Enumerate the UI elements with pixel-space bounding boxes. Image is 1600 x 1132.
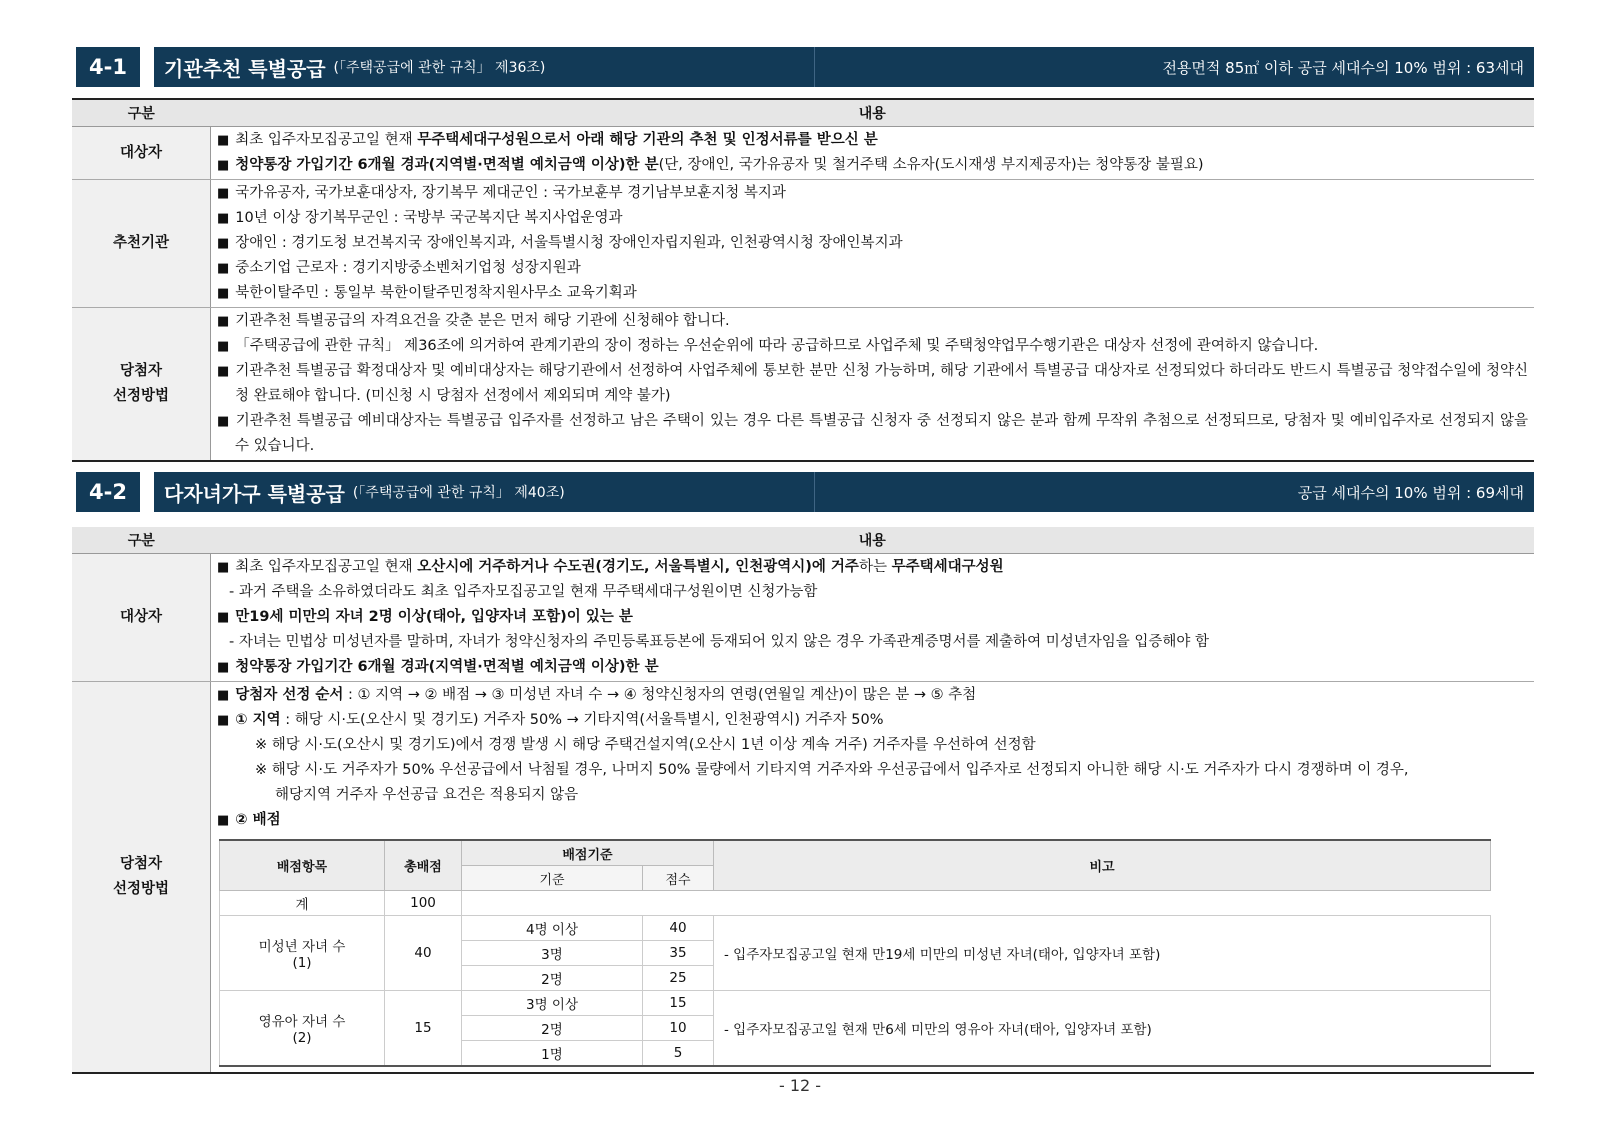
row-label-eligible: 대상자 xyxy=(72,554,211,682)
table-row: 3명 35 xyxy=(220,941,1491,966)
row-label-selection: 당첨자 선정방법 xyxy=(72,308,211,462)
list-item: ※ 해당 시·도(오산시 및 경기도)에서 경쟁 발생 시 해당 주택건설지역(오산시 1년 이상 계속 거주) 거주자를 우선하여 선정함 xyxy=(255,737,1036,753)
score-group-total: 40 xyxy=(385,916,462,991)
header-content: 내용 xyxy=(211,99,1535,127)
list-item: ■ 청약통장 가입기간 6개월 경과(지역별·면적별 예치금액 이상)한 분 xyxy=(217,655,1528,680)
score-group-label: 영유아 자녀 수 (2) xyxy=(220,991,385,1067)
score-header-criteria: 배점기준 xyxy=(462,840,714,866)
table-row xyxy=(72,308,1534,462)
page-number: - 12 - xyxy=(778,1076,822,1095)
list-item: ■ 국가유공자, 국가보훈대상자, 장기복무 제대군인 : 국가보훈부 경기남부보훈지청 복지과 xyxy=(217,181,1528,206)
table-row: 2명 25 xyxy=(220,966,1491,991)
table-row: 1명 5 xyxy=(220,1041,1491,1067)
section-number: 4-1 xyxy=(76,47,140,87)
section-title: 다자녀가구 특별공급 xyxy=(164,481,345,506)
score-header-note: 비고 xyxy=(714,840,1491,891)
table-row xyxy=(220,891,1491,916)
list-item: ■ 당첨자 선정 순서 : ① 지역 → ② 배점 → ③ 미성년 자녀 수 → ④ 청약신청자의 연령(연월일 계산)이 많은 분 → ⑤ 추첨 xyxy=(217,683,1528,708)
table-row xyxy=(72,554,1534,682)
table-row: 미성년 자녀 수 (1) 40 4명 이상 40 - 입주자모집공고일 현재 만19세 미만의 미성년 자녀(태아, 입양자녀 포함) xyxy=(220,916,1491,941)
list-item: - 자녀는 민법상 미성년자를 말하며, 자녀가 청약신청자의 주민등록표등본에 등재되어 있지 않은 경우 가족관계증명서를 제출하여 미성년자임을 입증해야 함 xyxy=(229,634,1210,650)
list-item: ■ 중소기업 근로자 : 경기지방중소벤처기업청 성장지원과 xyxy=(217,256,1528,281)
section-title: 기관추천 특별공급 xyxy=(164,56,326,81)
list-item: 해당지역 거주자 우선공급 요건은 적용되지 않음 xyxy=(275,787,579,803)
section-subtitle: (「주택공급에 관한 규칙」 제36조) xyxy=(333,60,546,76)
list-item: ■ 북한이탈주민 : 통일부 북한이탈주민정착지원사무소 교육기획과 xyxy=(217,281,1528,306)
section-4-1-header xyxy=(76,47,1534,87)
table-row xyxy=(72,127,1534,180)
table-row: 영유아 자녀 수 (2) 15 3명 이상 15 - 입주자모집공고일 현재 만6세 미만의 영유아 자녀(태아, 입양자녀 포함) xyxy=(220,991,1491,1016)
score-header-pts: 점수 xyxy=(643,866,714,891)
score-header-std: 기준 xyxy=(462,866,643,891)
list-item: ■ ① 지역 : 해당 시·도(오산시 및 경기도) 거주자 50% → 기타지역(서울특별시, 인천광역시) 거주자 50% xyxy=(217,708,1528,733)
score-table xyxy=(219,839,1491,1067)
score-group-total: 15 xyxy=(385,991,462,1067)
list-item: ■ 기관추천 특별공급의 자격요건을 갖춘 분은 먼저 해당 기관에 신청해야 합니다. xyxy=(217,309,1528,334)
supply-scope: 공급 세대수의 10% 범위 : 69세대 xyxy=(1297,483,1524,502)
score-note: - 입주자모집공고일 현재 만19세 미만의 미성년 자녀(태아, 입양자녀 포함) xyxy=(714,916,1491,991)
score-note: - 입주자모집공고일 현재 만6세 미만의 영유아 자녀(태아, 입양자녀 포함) xyxy=(714,991,1491,1067)
header-category: 구분 xyxy=(72,527,211,554)
list-item: ※ 해당 시·도 거주자가 50% 우선공급에서 낙첨될 경우, 나머지 50% 물량에서 기타지역 거주자와 우선공급에서 입주자로 선정되지 아니한 해당 시·도 거주자가 다시 경쟁하며 이 경우, xyxy=(255,762,1409,778)
list-item: ■ 기관추천 특별공급 예비대상자는 특별공급 입주자를 선정하고 남은 주택이 있는 경우 다른 특별공급 신청자 중 선정되지 않은 분과 함께 무작위 추첨으로 선정되므로, 당첨자 및 예비입주자로 선정되지 않을 수 있습니다. xyxy=(217,409,1528,459)
list-item: ■ 최초 입주자모집공고일 현재 오산시에 거주하거나 수도권(경기도, 서울특별시, 인천광역시)에 거주하는 무주택세대구성원 xyxy=(217,555,1528,580)
list-item: ■ 만19세 미만의 자녀 2명 이상(태아, 입양자녀 포함)이 있는 분 xyxy=(217,605,1528,630)
row-label-selection: 당첨자 선정방법 xyxy=(72,682,211,1074)
score-sum-value: 100 xyxy=(385,891,462,916)
section-number: 4-2 xyxy=(76,472,140,512)
section-title-bar xyxy=(154,47,1534,87)
header-category: 구분 xyxy=(72,99,211,127)
supply-scope: 전용면적 85㎡ 이하 공급 세대수의 10% 범위 : 63세대 xyxy=(1162,58,1524,77)
row-label-institutions: 추천기관 xyxy=(72,180,211,308)
list-item: ■ ② 배점 xyxy=(217,808,1528,833)
table-row: 2명 10 xyxy=(220,1016,1491,1041)
list-item: ■ 장애인 : 경기도청 보건복지국 장애인복지과, 서울특별시청 장애인자립지원과, 인천광역시청 장애인복지과 xyxy=(217,231,1528,256)
institution-recommend-table xyxy=(72,98,1534,462)
list-item: ■ 최초 입주자모집공고일 현재 무주택세대구성원으로서 아래 해당 기관의 추천 및 인정서류를 받으신 분 xyxy=(217,128,1528,153)
score-sum-label: 계 xyxy=(220,891,385,916)
list-item: ■ 「주택공급에 관한 규칙」 제36조에 의거하여 관계기관의 장이 정하는 우선순위에 따라 공급하므로 사업주체 및 주택청약업무수행기관은 대상자 선정에 관여하지 않습니다. xyxy=(217,334,1528,359)
section-subtitle: (「주택공급에 관한 규칙」 제40조) xyxy=(352,485,565,501)
list-item: ■ 10년 이상 장기복무군인 : 국방부 국군복지단 복지사업운영과 xyxy=(217,206,1528,231)
score-group-label: 미성년 자녀 수 (1) xyxy=(220,916,385,991)
row-label-eligible: 대상자 xyxy=(72,127,211,180)
table-row xyxy=(72,180,1534,308)
list-item: ■ 청약통장 가입기간 6개월 경과(지역별·면적별 예치금액 이상)한 분(단, 장애인, 국가유공자 및 철거주택 소유자(도시재생 부지제공자)는 청약통장 불필요) xyxy=(217,153,1528,178)
multi-child-table xyxy=(72,527,1534,1074)
list-item: - 과거 주택을 소유하였더라도 최초 입주자모집공고일 현재 무주택세대구성원이면 신청가능함 xyxy=(229,584,818,600)
list-item: ■ 기관추천 특별공급 확정대상자 및 예비대상자는 해당기관에서 선정하여 사업주체에 통보한 분만 신청 가능하며, 해당 기관에서 특별공급 대상자로 선정되었다 하더라도 반드시 특별공급 청약접수일에 청약신청 완료해야 합니다. (미신청 시 당첨자 선정에서 제외되며 계약 불가) xyxy=(217,359,1528,409)
score-header-item: 배점항목 xyxy=(220,840,385,891)
section-title-bar xyxy=(154,472,1534,512)
table-row xyxy=(72,682,1534,1074)
section-4-2-header xyxy=(76,472,1534,512)
header-content: 내용 xyxy=(211,527,1535,554)
score-header-total: 총배점 xyxy=(385,840,462,891)
